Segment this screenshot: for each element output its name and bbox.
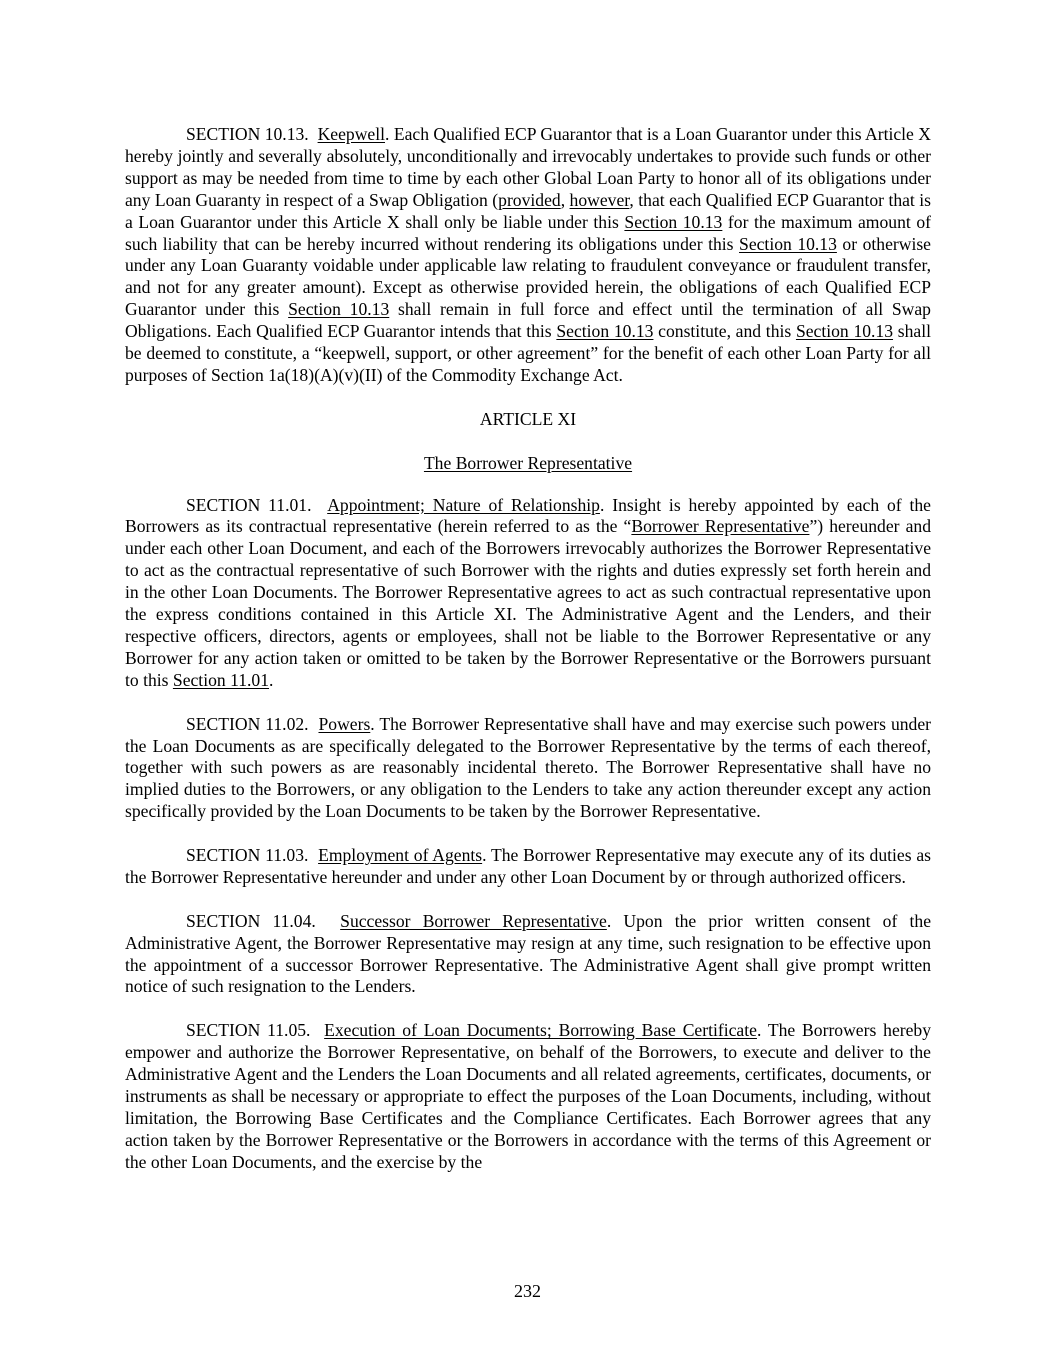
emphasis-however: however — [569, 189, 630, 210]
article-subtitle-text: The Borrower Representative — [423, 452, 633, 473]
section-11-03-paragraph — [125, 845, 931, 889]
document-page — [125, 124, 931, 1196]
body-text: shall remain in full force and effect until the termination of all Swap Obligations. Each Qualified ECP Guarantor intends that this — [125, 299, 931, 342]
body-text: . Insight is hereby appointed by each of the Borrowers as its contractual representative (herein referred to as the “ — [125, 494, 931, 537]
body-text: constitute, and this — [653, 321, 796, 342]
section-reference: Section 10.13 — [288, 299, 390, 320]
body-text: for the maximum amount of such liability that can be hereby incurred without rendering its obligations under this — [125, 211, 931, 254]
body-text: . Each Qualified ECP Guarantor that is a Loan Guarantor under this Article X hereby jointly and severally absolutely, unconditionally and irrevocably undertakes to provide such funds or other support as may be needed from time to time by each other Global Loan Party to honor all of its obligations under any Loan Guaranty in respect of a Swap Obligation ( — [125, 124, 932, 210]
body-text: . — [269, 669, 274, 690]
section-10-13-paragraph — [125, 124, 931, 387]
section-11-02-paragraph — [125, 714, 931, 824]
section-number: SECTION 11.05. — [186, 1020, 311, 1041]
body-text: . The Borrower Representative shall have and may exercise such powers under the Loan Documents as are specifically delegated to the Borrower Representative by the terms of each thereof, together with such powers as are reasonably incidental thereto. The Borrower Representative shall have no implied duties to the Borrowers, or any obligation to the Lenders to take any action thereunder except any action specifically provided by the Loan Documents to be taken by the Borrower Representative. — [125, 713, 932, 822]
body-text: . The Borrowers hereby empower and authorize the Borrower Representative, on behalf of the Borrowers, to execute and deliver to the Administrative Agent and the Lenders the Loan Documents and all related agreements, certificates, documents, or instruments as shall be necessary or appropriate to effect the purposes of the Loan Documents, including, without limitation, the Borrowing Base Certificates and the Compliance Certificates. Each Borrower agrees that any action taken by the Borrower Representative or the Borrowers in accordance with the terms of this Agreement or the other Loan Documents, and the exercise by the — [125, 1020, 932, 1172]
body-text: shall be deemed to constitute, a “keepwell, support, or other agreement” for the benefit of each other Loan Party for all purposes of Section 1a(18)(A)(v)(II) of the Commodity Exchange Act. — [125, 321, 931, 385]
section-11-04-paragraph — [125, 911, 931, 999]
section-number: SECTION 11.03. — [186, 845, 309, 866]
section-reference: Section 10.13 — [556, 321, 654, 342]
page-number: 232 — [514, 1281, 541, 1301]
article-title: ARTICLE XI — [479, 408, 577, 429]
section-number: SECTION 11.04. — [186, 910, 316, 931]
section-reference: Section 10.13 — [624, 211, 723, 232]
section-11-05-paragraph — [125, 1020, 931, 1173]
body-text: , — [560, 189, 570, 210]
section-reference: Section 10.13 — [795, 321, 894, 342]
body-text: , that each Qualified ECP Guarantor that is a Loan Guarantor under this Article X shall only be liable under this — [125, 189, 931, 232]
section-heading: Keepwell — [317, 124, 385, 144]
article-subtitle — [125, 453, 931, 475]
section-heading: Appointment; Nature of Relationship — [327, 494, 600, 515]
section-number: SECTION 11.01. — [186, 494, 312, 515]
section-number: SECTION 10.13. — [186, 124, 309, 144]
section-heading: Employment of Agents — [318, 845, 483, 866]
body-text: ”) hereunder and under each other Loan Document, and each of the Borrowers irrevocably authorizes the Borrower Representative to act as the contractual representative of such Borrower with the rights and duties expressly set forth herein and in the other Loan Documents. The Borrower Representative agrees to act as such contractual representative upon the express conditions contained in this Article XI. The Administrative Agent and the Lenders, and their respective officers, directors, agents or employees, shall not be liable to the Borrower Representative or any Borrower for any action taken or omitted to be taken by the Borrower Representative or the Borrowers pursuant to this — [125, 516, 932, 690]
body-text: or otherwise under any Loan Guaranty voidable under applicable law relating to fraudulent conveyance or fraudulent transfer, and not for any greater amount). Except as otherwise provided herein, the obligations of each Qualified ECP Guarantor under this — [125, 233, 931, 320]
body-text: . Upon the prior written consent of the Administrative Agent, the Borrower Representative may resign at any time, such resignation to be effective upon the appointment of a successor Borrower Representative. The Administrative Agent shall give prompt written notice of such resignation to the Lenders. — [125, 910, 931, 997]
defined-term: Borrower Representative — [631, 516, 810, 537]
section-heading: Execution of Loan Documents; Borrowing Base Certificate — [324, 1020, 757, 1041]
emphasis-provided: provided — [498, 189, 561, 210]
section-number: SECTION 11.02. — [186, 713, 309, 734]
section-reference: Section 11.01 — [172, 669, 270, 690]
section-reference: Section 10.13 — [739, 233, 837, 254]
body-text: . The Borrower Representative may execute any of its duties as the Borrower Representative hereunder and under any other Loan Document by or through authorized officers. — [125, 845, 932, 887]
section-11-01-paragraph — [125, 495, 931, 692]
section-heading: Powers — [318, 713, 371, 734]
section-heading: Successor Borrower Representative — [340, 910, 607, 931]
